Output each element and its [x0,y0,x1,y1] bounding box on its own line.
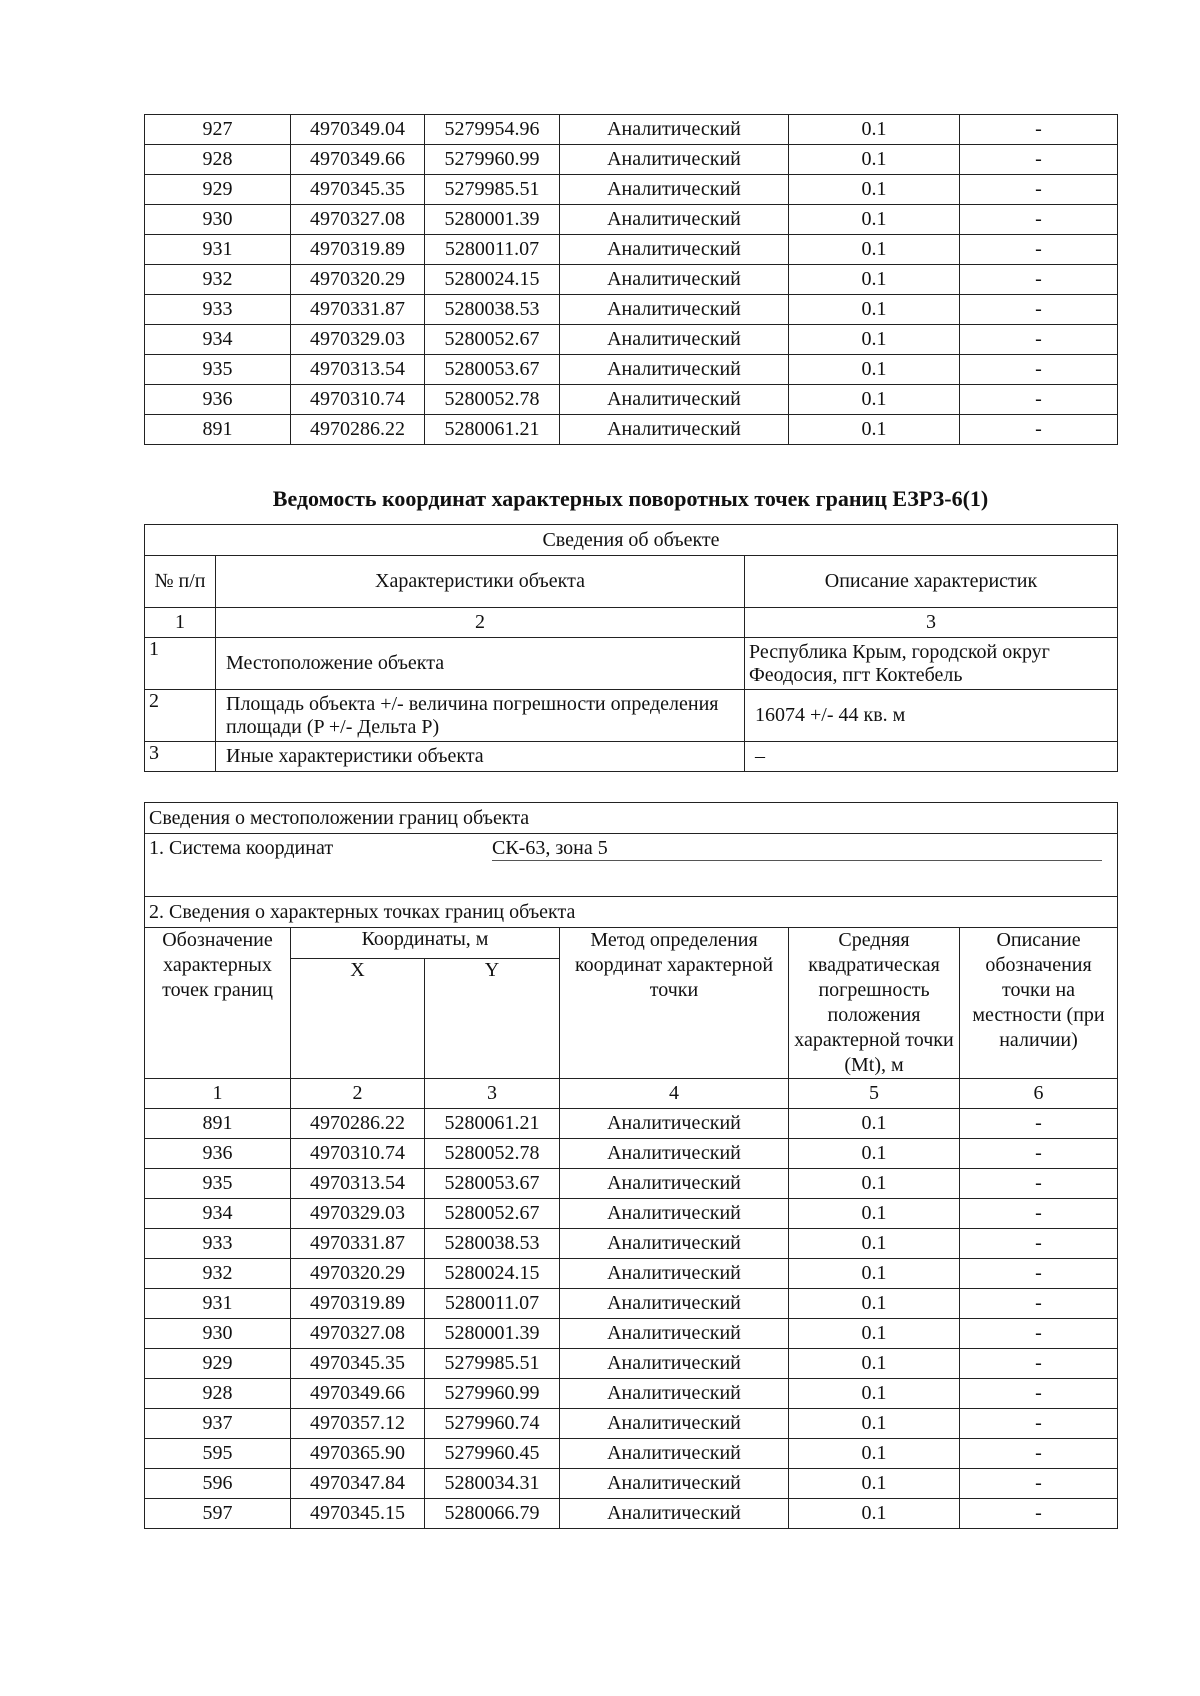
row-characteristic: Площадь объекта +/- величина погрешности определения площади (P +/- Дельта P) [216,690,745,742]
mean-error: 0.1 [789,1469,960,1499]
coord-x: 4970313.54 [291,355,425,385]
row-characteristic: Местоположение объекта [216,638,745,690]
coord-x: 4970349.66 [291,145,425,175]
mean-error: 0.1 [789,115,960,145]
table-row [145,1319,1118,1349]
point-description: - [960,145,1118,175]
point-description: - [960,1409,1118,1439]
point-description: - [960,1139,1118,1169]
coord-y: 5280052.78 [425,385,560,415]
coord-x: 4970349.04 [291,115,425,145]
top-table-body [145,115,1118,445]
object-row-location [145,638,1118,690]
point-id: 927 [145,115,291,145]
col-number-header: № п/п [145,556,216,608]
coord-y: 5280034.31 [425,1469,560,1499]
col-x-header: X [291,959,425,1079]
point-id: 930 [145,205,291,235]
point-id: 931 [145,235,291,265]
coord-system-label: 1. Система координат [149,837,334,860]
coord-x: 4970286.22 [291,1109,425,1139]
mean-error: 0.1 [789,1169,960,1199]
point-description: - [960,1169,1118,1199]
point-description: - [960,1229,1118,1259]
table-row [145,1469,1118,1499]
point-id: 595 [145,1439,291,1469]
num-cell: 2 [291,1079,425,1109]
point-id: 597 [145,1499,291,1529]
point-id: 929 [145,1349,291,1379]
point-description: - [960,385,1118,415]
coord-x: 4970345.15 [291,1499,425,1529]
coord-y: 5280061.21 [425,1109,560,1139]
method: Аналитический [560,385,789,415]
point-id: 928 [145,1379,291,1409]
point-id: 934 [145,325,291,355]
table-row [145,1409,1118,1439]
row-number: 3 [145,742,216,772]
coord-system-row [145,834,1118,865]
col-characteristics-header: Характеристики объекта [216,556,745,608]
point-description: - [960,1289,1118,1319]
mean-error: 0.1 [789,1349,960,1379]
coord-y: 5280024.15 [425,265,560,295]
coord-y: 5279960.45 [425,1439,560,1469]
method: Аналитический [560,1169,789,1199]
point-description: - [960,235,1118,265]
point-description: - [960,205,1118,235]
mean-error: 0.1 [789,355,960,385]
points-header: 2. Сведения о характерных точках границ объекта [145,897,1118,928]
object-row-other [145,742,1118,772]
method: Аналитический [560,1499,789,1529]
point-id: 928 [145,145,291,175]
point-id: 933 [145,1229,291,1259]
coord-x: 4970310.74 [291,385,425,415]
mean-error: 0.1 [789,295,960,325]
point-description: - [960,1379,1118,1409]
point-id: 891 [145,1109,291,1139]
mean-error: 0.1 [789,145,960,175]
coord-y: 5280066.79 [425,1499,560,1529]
method: Аналитический [560,1199,789,1229]
method: Аналитический [560,295,789,325]
mean-error: 0.1 [789,1229,960,1259]
table-row [145,205,1118,235]
mean-error: 0.1 [789,1289,960,1319]
col-designation-header: Обозначение характерных точек границ [145,928,291,1079]
coord-x: 4970286.22 [291,415,425,445]
table-row [145,1259,1118,1289]
table-row [145,415,1118,445]
coord-x: 4970329.03 [291,325,425,355]
row-number: 2 [145,690,216,742]
coord-y: 5280001.39 [425,205,560,235]
point-description: - [960,355,1118,385]
num-cell: 6 [960,1079,1118,1109]
table-row [145,1109,1118,1139]
mean-error: 0.1 [789,1139,960,1169]
coord-system-spacer [145,865,1118,897]
coord-x: 4970331.87 [291,1229,425,1259]
mean-error: 0.1 [789,265,960,295]
num-cell: 4 [560,1079,789,1109]
method: Аналитический [560,265,789,295]
method: Аналитический [560,1319,789,1349]
table-row [145,1139,1118,1169]
object-info-table [144,524,1118,772]
col-description-header: Описание обозначения точки на местности (при наличии) [960,928,1118,1079]
table-row [145,1169,1118,1199]
method: Аналитический [560,205,789,235]
object-row-area [145,690,1118,742]
table-row [145,1229,1118,1259]
coord-y: 5280052.67 [425,1199,560,1229]
coord-x: 4970327.08 [291,1319,425,1349]
mean-error: 0.1 [789,205,960,235]
coord-y: 5279960.99 [425,1379,560,1409]
point-id: 936 [145,385,291,415]
coord-x: 4970329.03 [291,1199,425,1229]
point-description: - [960,295,1118,325]
mean-error: 0.1 [789,415,960,445]
point-id: 935 [145,1169,291,1199]
method: Аналитический [560,145,789,175]
method: Аналитический [560,1379,789,1409]
coord-x: 4970345.35 [291,1349,425,1379]
coord-x: 4970365.90 [291,1439,425,1469]
row-characteristic: Иные характеристики объекта [216,742,745,772]
point-description: - [960,1319,1118,1349]
coord-y: 5279960.99 [425,145,560,175]
coord-x: 4970313.54 [291,1169,425,1199]
mean-error: 0.1 [789,1409,960,1439]
coord-y: 5280052.67 [425,325,560,355]
coord-x: 4970357.12 [291,1409,425,1439]
coord-x: 4970347.84 [291,1469,425,1499]
table-row [145,115,1118,145]
method: Аналитический [560,1229,789,1259]
col-coordinates-header: Координаты, м [291,928,560,959]
coord-y: 5280038.53 [425,1229,560,1259]
method: Аналитический [560,175,789,205]
coord-x: 4970320.29 [291,265,425,295]
table-row [145,1499,1118,1529]
point-id: 937 [145,1409,291,1439]
point-description: - [960,115,1118,145]
num-cell: 1 [145,1079,291,1109]
method: Аналитический [560,415,789,445]
mean-error: 0.1 [789,1109,960,1139]
coord-x: 4970319.89 [291,235,425,265]
point-id: 930 [145,1319,291,1349]
col-y-header: Y [425,959,560,1079]
mean-error: 0.1 [789,1319,960,1349]
col-error-header: Средняя квадратическая погрешность положения характерной точки (Mt), м [789,928,960,1079]
point-description: - [960,265,1118,295]
table-row [145,265,1118,295]
point-id: 932 [145,1259,291,1289]
coord-x: 4970320.29 [291,1259,425,1289]
coord-y: 5280011.07 [425,1289,560,1319]
coord-y: 5280011.07 [425,235,560,265]
point-id: 935 [145,355,291,385]
point-description: - [960,1499,1118,1529]
num-cell: 5 [789,1079,960,1109]
coord-system-value: СК-63, зона 5 [492,837,1102,861]
mean-error: 0.1 [789,385,960,415]
coord-x: 4970349.66 [291,1379,425,1409]
row-number: 1 [145,638,216,690]
top-coordinates-table [144,114,1118,445]
col-method-header: Метод определения координат характерной точки [560,928,789,1079]
object-info-header: Сведения об объекте [145,525,1118,556]
coord-y: 5280053.67 [425,355,560,385]
coord-x: 4970327.08 [291,205,425,235]
table-row [145,1199,1118,1229]
coord-y: 5280038.53 [425,295,560,325]
coord-y: 5280053.67 [425,1169,560,1199]
mean-error: 0.1 [789,1499,960,1529]
table-row [145,355,1118,385]
mean-error: 0.1 [789,175,960,205]
table-row [145,1289,1118,1319]
method: Аналитический [560,235,789,265]
point-description: - [960,1439,1118,1469]
coord-y: 5279985.51 [425,1349,560,1379]
method: Аналитический [560,1259,789,1289]
point-description: - [960,415,1118,445]
coord-y: 5279960.74 [425,1409,560,1439]
table-row [145,385,1118,415]
row-description: Республика Крым, городской округ Феодосия, пгт Коктебель [745,638,1118,690]
point-id: 934 [145,1199,291,1229]
table-row [145,145,1118,175]
method: Аналитический [560,1469,789,1499]
mean-error: 0.1 [789,1259,960,1289]
table-row [145,235,1118,265]
method: Аналитический [560,1349,789,1379]
coord-x: 4970331.87 [291,295,425,325]
table-row [145,1349,1118,1379]
coord-y: 5279954.96 [425,115,560,145]
point-id: 596 [145,1469,291,1499]
coord-y: 5280061.21 [425,415,560,445]
num-cell: 3 [745,608,1118,638]
boundary-coordinates-table [144,802,1118,1529]
col-description-header: Описание характеристик [745,556,1118,608]
table-row [145,325,1118,355]
coord-x: 4970319.89 [291,1289,425,1319]
boundary-header: Сведения о местоположении границ объекта [145,803,1118,834]
point-description: - [960,325,1118,355]
mean-error: 0.1 [789,1199,960,1229]
point-id: 933 [145,295,291,325]
row-description: 16074 +/- 44 кв. м [745,690,1118,742]
table-row [145,175,1118,205]
boundary-table-body [145,1109,1118,1529]
point-description: - [960,175,1118,205]
document-title: Ведомость координат характерных поворотных точек границ ЕЗРЗ-6(1) [272,486,989,511]
coord-y: 5280024.15 [425,1259,560,1289]
coord-y: 5279985.51 [425,175,560,205]
table-row [145,295,1118,325]
mean-error: 0.1 [789,1439,960,1469]
coord-y: 5280052.78 [425,1139,560,1169]
point-id: 932 [145,265,291,295]
method: Аналитический [560,115,789,145]
coord-x: 4970345.35 [291,175,425,205]
row-description: – [745,742,1118,772]
point-id: 929 [145,175,291,205]
coord-y: 5280001.39 [425,1319,560,1349]
point-id: 931 [145,1289,291,1319]
table-row [145,1439,1118,1469]
point-id: 891 [145,415,291,445]
method: Аналитический [560,1109,789,1139]
method: Аналитический [560,1289,789,1319]
point-description: - [960,1349,1118,1379]
point-id: 936 [145,1139,291,1169]
point-description: - [960,1109,1118,1139]
coord-x: 4970310.74 [291,1139,425,1169]
num-cell: 2 [216,608,745,638]
point-description: - [960,1469,1118,1499]
method: Аналитический [560,1409,789,1439]
num-cell: 3 [425,1079,560,1109]
num-cell: 1 [145,608,216,638]
point-description: - [960,1259,1118,1289]
method: Аналитический [560,1139,789,1169]
point-description: - [960,1199,1118,1229]
table-row [145,1379,1118,1409]
mean-error: 0.1 [789,235,960,265]
mean-error: 0.1 [789,1379,960,1409]
method: Аналитический [560,355,789,385]
method: Аналитический [560,325,789,355]
mean-error: 0.1 [789,325,960,355]
method: Аналитический [560,1439,789,1469]
